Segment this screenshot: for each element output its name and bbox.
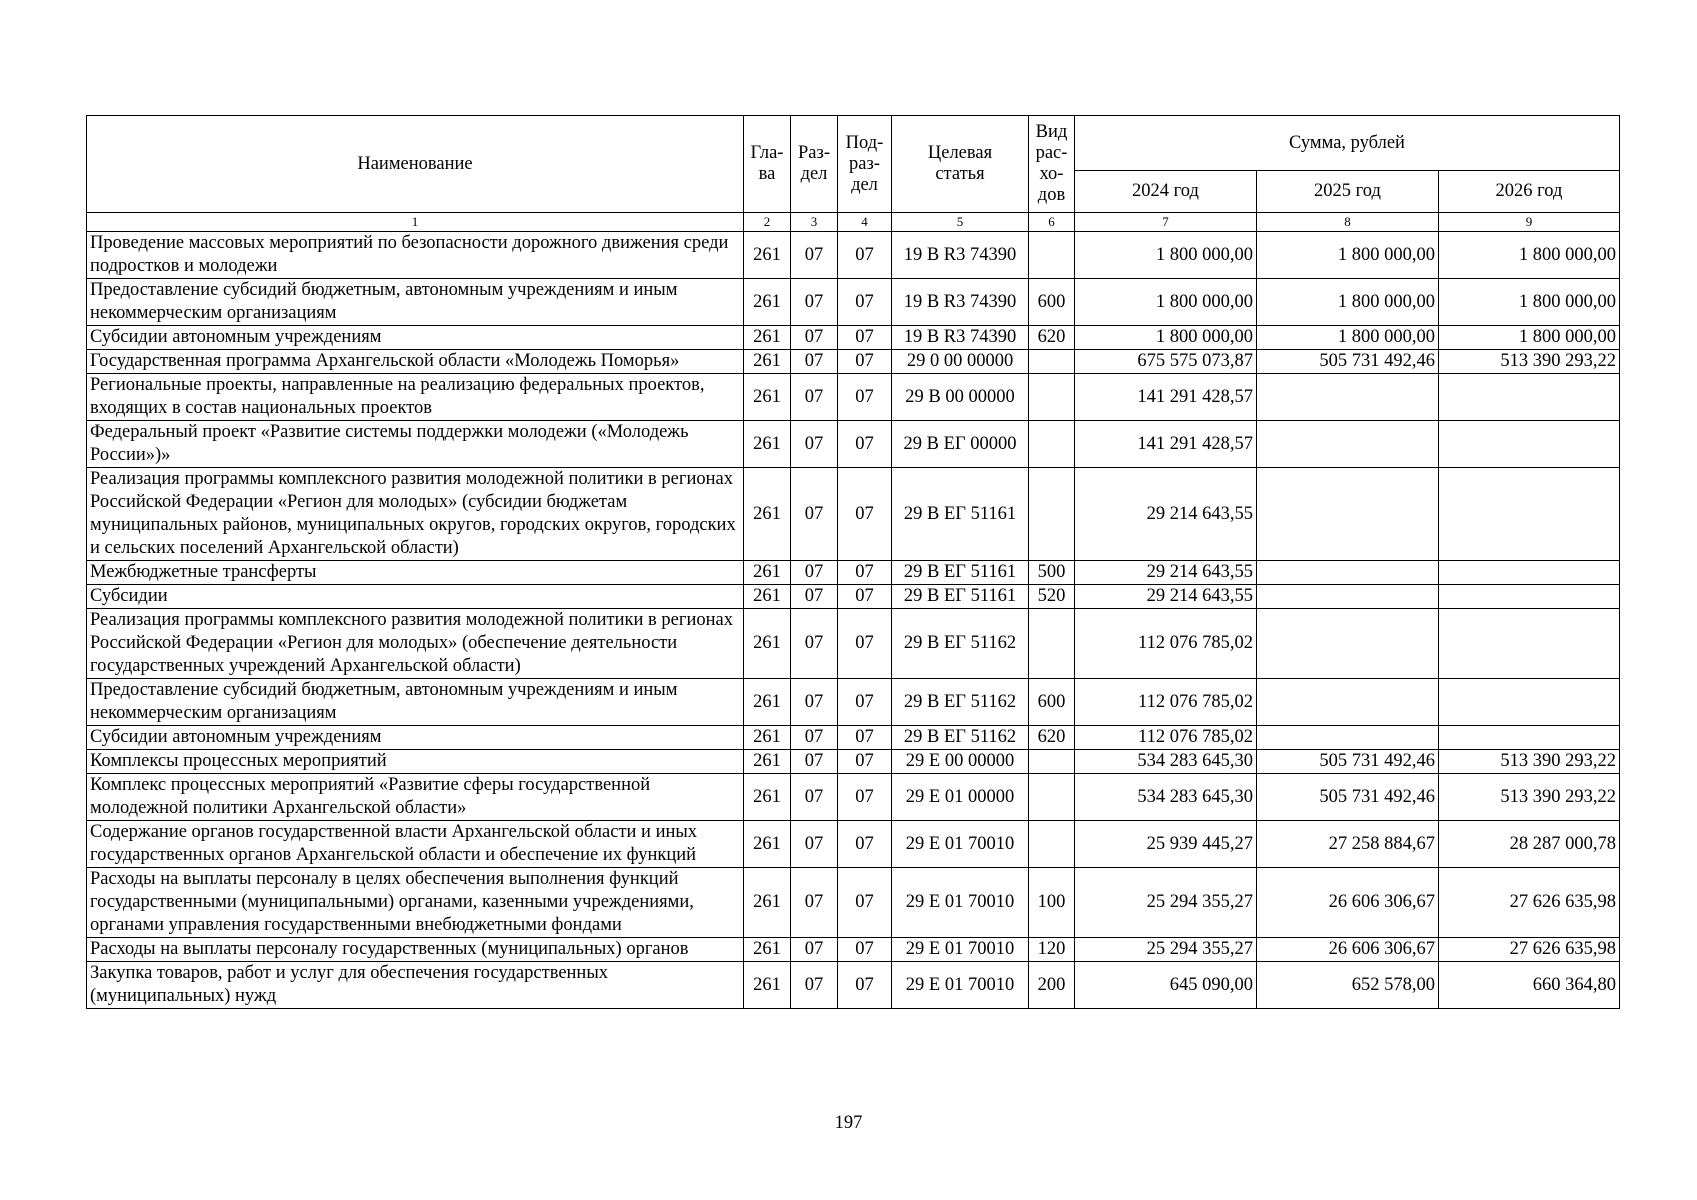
- row-sum-2026: [1439, 421, 1620, 468]
- row-podrazdel: 07: [838, 326, 892, 350]
- row-vid-raskhodov: 600: [1029, 679, 1075, 726]
- row-sum-2024: 534 283 645,30: [1075, 750, 1257, 774]
- row-name: Субсидии автономным учреждениям: [87, 326, 744, 350]
- row-razdel: 07: [791, 679, 838, 726]
- row-glava: 261: [744, 468, 791, 561]
- row-sum-2025: [1257, 679, 1439, 726]
- header-vid: Вид рас- хо- дов: [1029, 116, 1075, 213]
- row-sum-2026: [1439, 609, 1620, 679]
- row-glava: 261: [744, 561, 791, 585]
- row-sum-2024: 534 283 645,30: [1075, 774, 1257, 821]
- row-sum-2026: 513 390 293,22: [1439, 750, 1620, 774]
- column-number: 2: [744, 213, 791, 232]
- row-tselevaya-statya: 29 Е 01 70010: [892, 938, 1029, 962]
- row-sum-2025: 26 606 306,67: [1257, 868, 1439, 938]
- row-name: Предоставление субсидий бюджетным, автономным учреждениям и иным некоммерческим организациям: [87, 279, 744, 326]
- row-sum-2024: 1 800 000,00: [1075, 326, 1257, 350]
- row-podrazdel: 07: [838, 232, 892, 279]
- column-number: 3: [791, 213, 838, 232]
- row-name: Расходы на выплаты персоналу в целях обеспечения выполнения функций государственными (муниципальными) органами, казенными учреждениями, органами управления государственными внебюджетными фондами: [87, 868, 744, 938]
- row-sum-2025: 1 800 000,00: [1257, 232, 1439, 279]
- row-vid-raskhodov: [1029, 350, 1075, 374]
- row-sum-2025: [1257, 609, 1439, 679]
- row-sum-2024: 675 575 073,87: [1075, 350, 1257, 374]
- column-number: 6: [1029, 213, 1075, 232]
- table-row: [87, 326, 1620, 350]
- row-sum-2024: 1 800 000,00: [1075, 279, 1257, 326]
- column-number: 7: [1075, 213, 1257, 232]
- row-tselevaya-statya: 19 В R3 74390: [892, 279, 1029, 326]
- row-podrazdel: 07: [838, 750, 892, 774]
- row-name: Закупка товаров, работ и услуг для обеспечения государственных (муниципальных) нужд: [87, 962, 744, 1009]
- column-number: 8: [1257, 213, 1439, 232]
- row-podrazdel: 07: [838, 374, 892, 421]
- row-glava: 261: [744, 421, 791, 468]
- row-glava: 261: [744, 750, 791, 774]
- row-name: Предоставление субсидий бюджетным, автономным учреждениям и иным некоммерческим организациям: [87, 679, 744, 726]
- table-row: [87, 585, 1620, 609]
- row-glava: 261: [744, 821, 791, 868]
- table-row: [87, 962, 1620, 1009]
- row-sum-2025: 505 731 492,46: [1257, 774, 1439, 821]
- row-podrazdel: 07: [838, 350, 892, 374]
- row-glava: 261: [744, 679, 791, 726]
- row-podrazdel: 07: [838, 421, 892, 468]
- row-tselevaya-statya: 29 В ЕГ 00000: [892, 421, 1029, 468]
- row-podrazdel: 07: [838, 561, 892, 585]
- table-row: [87, 938, 1620, 962]
- header-2024: 2024 год: [1075, 171, 1257, 213]
- row-sum-2025: [1257, 726, 1439, 750]
- row-name: Комплекс процессных мероприятий «Развитие сферы государственной молодежной политики Архангельской области»: [87, 774, 744, 821]
- row-sum-2025: 505 731 492,46: [1257, 750, 1439, 774]
- row-sum-2026: [1439, 561, 1620, 585]
- column-number: 5: [892, 213, 1029, 232]
- row-sum-2024: 141 291 428,57: [1075, 374, 1257, 421]
- row-razdel: 07: [791, 585, 838, 609]
- row-name: Содержание органов государственной власти Архангельской области и иных государственных органов Архангельской области и обеспечение их функций: [87, 821, 744, 868]
- row-razdel: 07: [791, 609, 838, 679]
- row-glava: 261: [744, 962, 791, 1009]
- row-sum-2026: 1 800 000,00: [1439, 279, 1620, 326]
- row-sum-2026: [1439, 585, 1620, 609]
- row-razdel: 07: [791, 279, 838, 326]
- row-sum-2025: 27 258 884,67: [1257, 821, 1439, 868]
- row-sum-2024: 25 939 445,27: [1075, 821, 1257, 868]
- table-row: [87, 468, 1620, 561]
- table-row: [87, 350, 1620, 374]
- row-sum-2026: [1439, 468, 1620, 561]
- header-name: Наименование: [87, 116, 744, 213]
- row-podrazdel: 07: [838, 821, 892, 868]
- header-glava: Гла- ва: [744, 116, 791, 213]
- row-podrazdel: 07: [838, 609, 892, 679]
- row-tselevaya-statya: 29 В ЕГ 51161: [892, 585, 1029, 609]
- row-razdel: 07: [791, 561, 838, 585]
- row-tselevaya-statya: 29 Е 01 70010: [892, 962, 1029, 1009]
- row-tselevaya-statya: 19 В R3 74390: [892, 326, 1029, 350]
- row-vid-raskhodov: [1029, 821, 1075, 868]
- row-razdel: 07: [791, 821, 838, 868]
- row-vid-raskhodov: [1029, 774, 1075, 821]
- row-podrazdel: 07: [838, 938, 892, 962]
- page-number: 197: [834, 1113, 863, 1133]
- row-glava: 261: [744, 585, 791, 609]
- row-tselevaya-statya: 29 В ЕГ 51161: [892, 468, 1029, 561]
- row-sum-2025: 26 606 306,67: [1257, 938, 1439, 962]
- row-vid-raskhodov: 100: [1029, 868, 1075, 938]
- row-vid-raskhodov: [1029, 232, 1075, 279]
- table-row: [87, 279, 1620, 326]
- row-name: Федеральный проект «Развитие системы поддержки молодежи («Молодежь России»)»: [87, 421, 744, 468]
- column-number: 4: [838, 213, 892, 232]
- table-row: [87, 609, 1620, 679]
- table-row: [87, 726, 1620, 750]
- row-sum-2024: 645 090,00: [1075, 962, 1257, 1009]
- row-tselevaya-statya: 19 В R3 74390: [892, 232, 1029, 279]
- row-vid-raskhodov: 600: [1029, 279, 1075, 326]
- header-podrazdel: Под- раз- дел: [838, 116, 892, 213]
- row-tselevaya-statya: 29 Е 01 00000: [892, 774, 1029, 821]
- row-vid-raskhodov: [1029, 468, 1075, 561]
- row-vid-raskhodov: 200: [1029, 962, 1075, 1009]
- row-sum-2026: 1 800 000,00: [1439, 326, 1620, 350]
- row-name: Реализация программы комплексного развития молодежной политики в регионах Российской Федерации «Регион для молодых» (субсидии бюджетам муниципальных районов, муниципальных округов, городских округов, городских и сельских поселений Архангельской области): [87, 468, 744, 561]
- row-tselevaya-statya: 29 В ЕГ 51162: [892, 679, 1029, 726]
- column-number: 9: [1439, 213, 1620, 232]
- row-sum-2024: 29 214 643,55: [1075, 585, 1257, 609]
- row-vid-raskhodov: [1029, 421, 1075, 468]
- row-tselevaya-statya: 29 В ЕГ 51162: [892, 609, 1029, 679]
- row-name: Региональные проекты, направленные на реализацию федеральных проектов, входящих в состав национальных проектов: [87, 374, 744, 421]
- row-razdel: 07: [791, 726, 838, 750]
- row-sum-2026: 28 287 000,78: [1439, 821, 1620, 868]
- table-row: [87, 774, 1620, 821]
- row-sum-2026: 1 800 000,00: [1439, 232, 1620, 279]
- row-razdel: 07: [791, 421, 838, 468]
- row-glava: 261: [744, 774, 791, 821]
- row-sum-2024: 29 214 643,55: [1075, 561, 1257, 585]
- row-tselevaya-statya: 29 Е 01 70010: [892, 868, 1029, 938]
- row-sum-2024: 25 294 355,27: [1075, 868, 1257, 938]
- row-vid-raskhodov: [1029, 374, 1075, 421]
- row-vid-raskhodov: 620: [1029, 326, 1075, 350]
- row-podrazdel: 07: [838, 774, 892, 821]
- header-summa: Сумма, рублей: [1075, 116, 1620, 171]
- row-sum-2025: [1257, 468, 1439, 561]
- row-razdel: 07: [791, 962, 838, 1009]
- row-vid-raskhodov: [1029, 750, 1075, 774]
- row-glava: 261: [744, 350, 791, 374]
- row-glava: 261: [744, 938, 791, 962]
- row-tselevaya-statya: 29 Е 01 70010: [892, 821, 1029, 868]
- header-tselevaya: Целевая статья: [892, 116, 1029, 213]
- row-vid-raskhodov: 120: [1029, 938, 1075, 962]
- row-sum-2025: [1257, 374, 1439, 421]
- row-razdel: 07: [791, 326, 838, 350]
- row-sum-2026: 27 626 635,98: [1439, 868, 1620, 938]
- column-number: 1: [87, 213, 744, 232]
- row-sum-2025: 652 578,00: [1257, 962, 1439, 1009]
- row-podrazdel: 07: [838, 868, 892, 938]
- row-name: Государственная программа Архангельской области «Молодежь Поморья»: [87, 350, 744, 374]
- row-sum-2025: 1 800 000,00: [1257, 326, 1439, 350]
- row-vid-raskhodov: 520: [1029, 585, 1075, 609]
- row-sum-2026: 513 390 293,22: [1439, 774, 1620, 821]
- row-vid-raskhodov: 620: [1029, 726, 1075, 750]
- row-sum-2024: 29 214 643,55: [1075, 468, 1257, 561]
- row-sum-2026: 27 626 635,98: [1439, 938, 1620, 962]
- row-name: Проведение массовых мероприятий по безопасности дорожного движения среди подростков и молодежи: [87, 232, 744, 279]
- table-row: [87, 421, 1620, 468]
- row-razdel: 07: [791, 374, 838, 421]
- row-sum-2024: 112 076 785,02: [1075, 609, 1257, 679]
- row-sum-2025: 1 800 000,00: [1257, 279, 1439, 326]
- table-row: [87, 750, 1620, 774]
- table-row: [87, 232, 1620, 279]
- row-glava: 261: [744, 868, 791, 938]
- row-razdel: 07: [791, 350, 838, 374]
- row-name: Субсидии автономным учреждениям: [87, 726, 744, 750]
- row-glava: 261: [744, 326, 791, 350]
- budget-table: [86, 115, 1620, 1009]
- row-razdel: 07: [791, 868, 838, 938]
- header-2026: 2026 год: [1439, 171, 1620, 213]
- row-tselevaya-statya: 29 В ЕГ 51161: [892, 561, 1029, 585]
- row-tselevaya-statya: 29 В ЕГ 51162: [892, 726, 1029, 750]
- row-tselevaya-statya: 29 В 00 00000: [892, 374, 1029, 421]
- row-name: Субсидии: [87, 585, 744, 609]
- row-glava: 261: [744, 232, 791, 279]
- row-sum-2026: 513 390 293,22: [1439, 350, 1620, 374]
- row-razdel: 07: [791, 774, 838, 821]
- row-glava: 261: [744, 374, 791, 421]
- row-glava: 261: [744, 609, 791, 679]
- table-row: [87, 679, 1620, 726]
- header-razdel: Раз- дел: [791, 116, 838, 213]
- row-sum-2024: 112 076 785,02: [1075, 726, 1257, 750]
- row-name: Комплексы процессных мероприятий: [87, 750, 744, 774]
- table-row: [87, 868, 1620, 938]
- row-sum-2026: [1439, 374, 1620, 421]
- row-sum-2026: [1439, 679, 1620, 726]
- row-podrazdel: 07: [838, 679, 892, 726]
- row-vid-raskhodov: 500: [1029, 561, 1075, 585]
- row-podrazdel: 07: [838, 279, 892, 326]
- row-glava: 261: [744, 279, 791, 326]
- row-name: Межбюджетные трансферты: [87, 561, 744, 585]
- row-podrazdel: 07: [838, 726, 892, 750]
- row-razdel: 07: [791, 468, 838, 561]
- row-glava: 261: [744, 726, 791, 750]
- row-podrazdel: 07: [838, 962, 892, 1009]
- table-row: [87, 374, 1620, 421]
- table-row: [87, 561, 1620, 585]
- row-sum-2024: 25 294 355,27: [1075, 938, 1257, 962]
- row-sum-2025: [1257, 561, 1439, 585]
- table-row: [87, 821, 1620, 868]
- row-sum-2025: 505 731 492,46: [1257, 350, 1439, 374]
- row-sum-2025: [1257, 421, 1439, 468]
- row-sum-2025: [1257, 585, 1439, 609]
- row-name: Реализация программы комплексного развития молодежной политики в регионах Российской Федерации «Регион для молодых» (обеспечение деятельности государственных учреждений Архангельской области): [87, 609, 744, 679]
- row-sum-2026: [1439, 726, 1620, 750]
- row-vid-raskhodov: [1029, 609, 1075, 679]
- row-tselevaya-statya: 29 0 00 00000: [892, 350, 1029, 374]
- row-razdel: 07: [791, 750, 838, 774]
- row-razdel: 07: [791, 938, 838, 962]
- row-sum-2024: 112 076 785,02: [1075, 679, 1257, 726]
- row-sum-2024: 1 800 000,00: [1075, 232, 1257, 279]
- row-tselevaya-statya: 29 Е 00 00000: [892, 750, 1029, 774]
- row-sum-2026: 660 364,80: [1439, 962, 1620, 1009]
- row-podrazdel: 07: [838, 585, 892, 609]
- row-sum-2024: 141 291 428,57: [1075, 421, 1257, 468]
- row-name: Расходы на выплаты персоналу государственных (муниципальных) органов: [87, 938, 744, 962]
- header-2025: 2025 год: [1257, 171, 1439, 213]
- row-podrazdel: 07: [838, 468, 892, 561]
- row-razdel: 07: [791, 232, 838, 279]
